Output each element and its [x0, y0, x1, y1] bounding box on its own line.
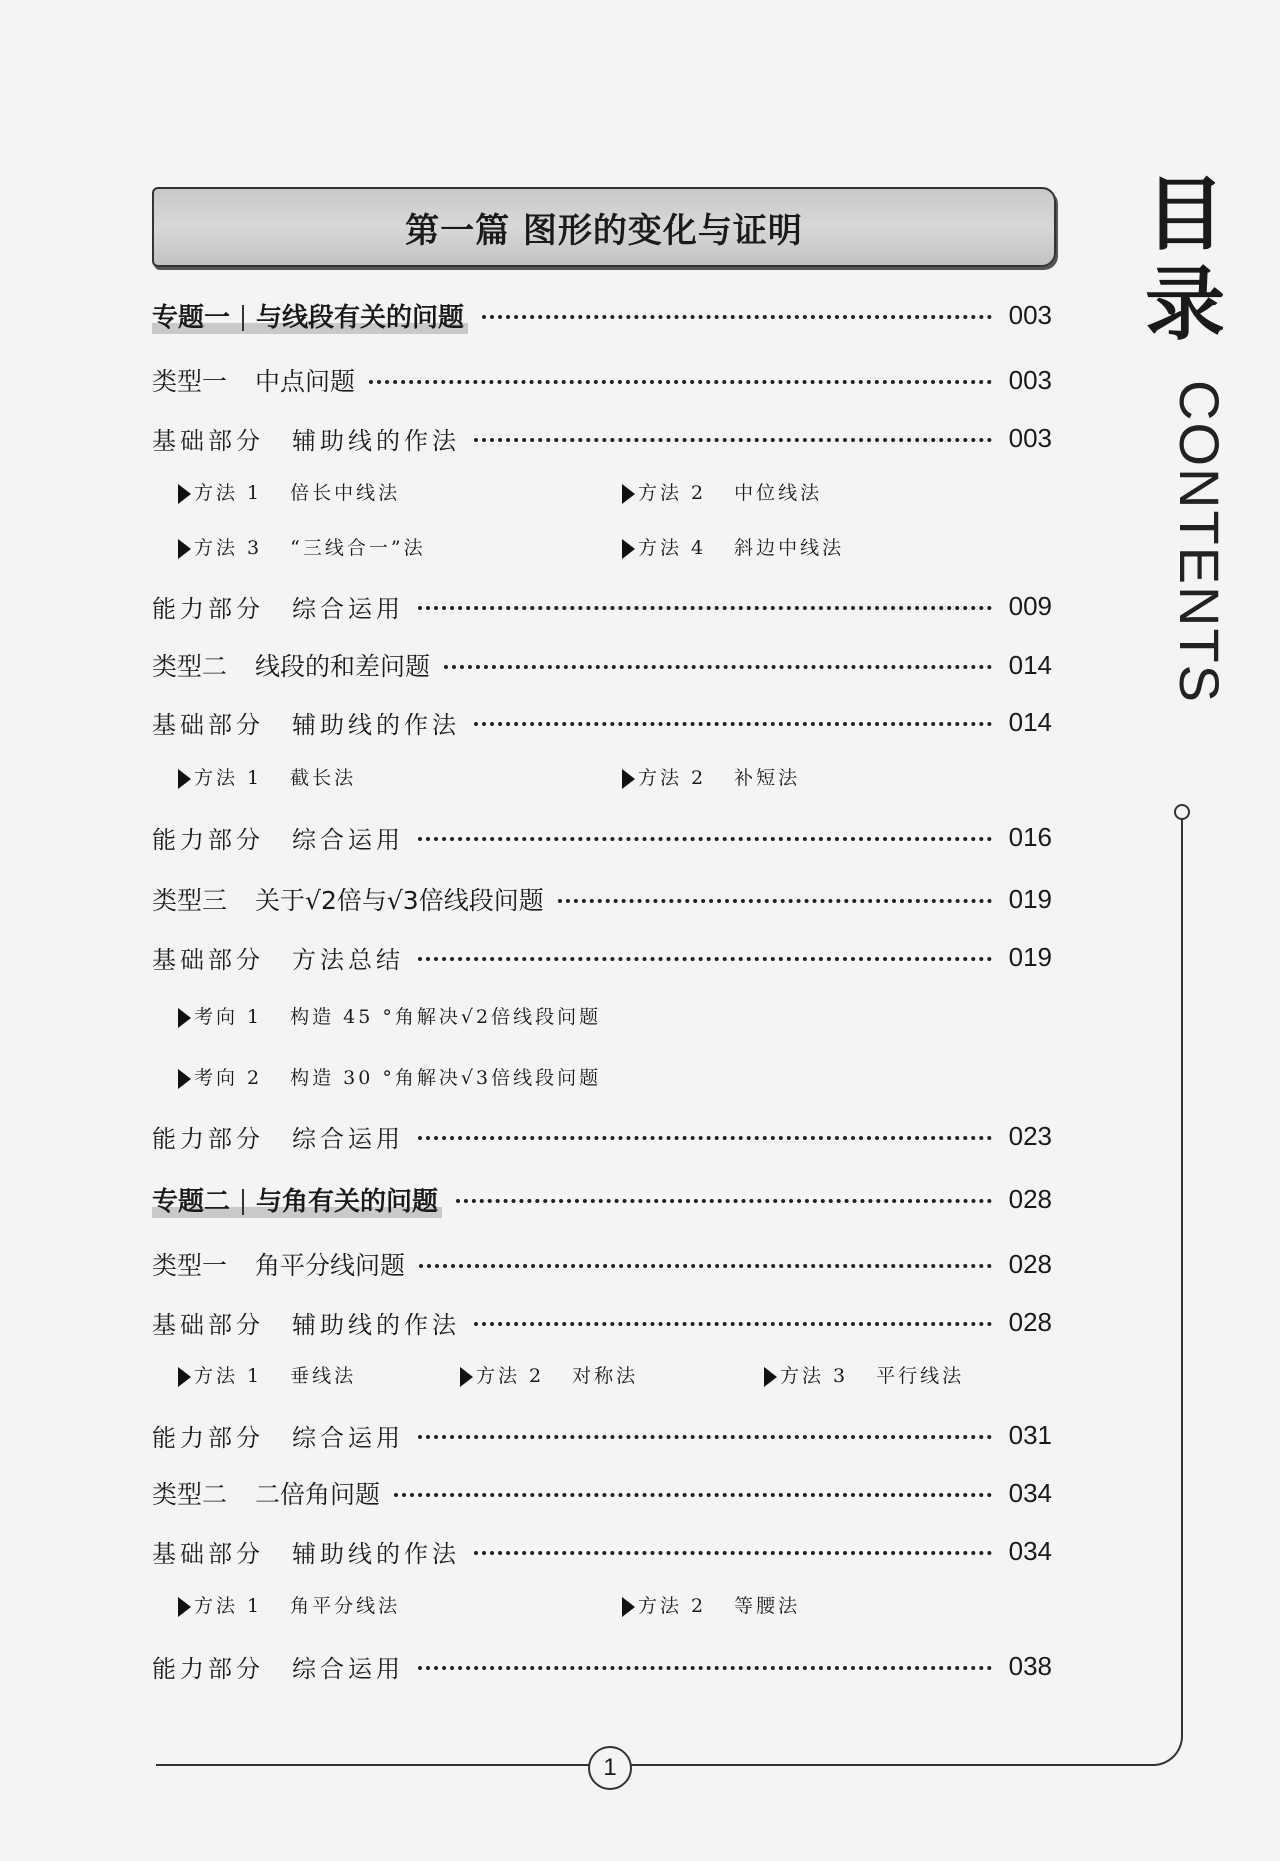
dot-leader — [474, 1551, 992, 1555]
entry-label: 专题一 — [152, 302, 231, 333]
method-label: 方法 3 — [780, 1365, 849, 1387]
method-title: 对称法 — [572, 1365, 639, 1387]
method-label: 方法 1 — [194, 1595, 263, 1617]
triangle-bullet-icon — [764, 1367, 777, 1387]
triangle-bullet-icon — [622, 539, 635, 559]
decorative-corner — [1150, 1718, 1183, 1766]
method-title: 构造 30 °角解决√3倍线段问题 — [290, 1067, 602, 1089]
entry-heading — [152, 1475, 380, 1511]
method-label: 方法 1 — [194, 1365, 263, 1387]
toc-entry-type — [152, 645, 1052, 685]
method-item — [178, 1002, 601, 1029]
triangle-bullet-icon — [622, 484, 635, 504]
triangle-bullet-icon — [178, 1069, 191, 1089]
toc-entry-type — [152, 879, 1052, 919]
method-row — [152, 533, 1052, 567]
entry-label: 能力部分 — [152, 1654, 264, 1683]
method-label: 方法 3 — [194, 537, 263, 559]
method-item — [622, 478, 822, 505]
dot-leader — [474, 1322, 992, 1326]
dot-leader — [474, 722, 992, 726]
side-title: 目录 — [1145, 168, 1225, 351]
toc-entry-part — [152, 586, 1052, 626]
entry-heading — [152, 1649, 404, 1684]
method-label: 方法 2 — [638, 1595, 707, 1617]
entry-label: 基础部分 — [152, 710, 264, 739]
method-row — [152, 478, 1052, 512]
entry-heading — [152, 1119, 404, 1154]
entry-heading — [152, 1181, 442, 1218]
entry-page: 028 — [1008, 1248, 1052, 1279]
entry-label: 类型二 — [152, 652, 228, 681]
entry-title: 方法总结 — [292, 945, 404, 974]
method-row — [152, 1361, 1052, 1395]
entry-heading — [152, 1534, 460, 1569]
method-item — [178, 533, 426, 560]
method-item — [178, 1361, 356, 1388]
entry-label: 类型二 — [152, 1480, 228, 1509]
entry-label: 类型一 — [152, 367, 228, 396]
entry-page: 031 — [1008, 1419, 1052, 1450]
entry-heading — [152, 940, 404, 975]
entry-title: 综合运用 — [292, 594, 404, 623]
footer-line — [156, 1764, 1152, 1766]
entry-heading — [152, 362, 355, 398]
method-label: 方法 2 — [638, 767, 707, 789]
entry-page: 038 — [1008, 1650, 1052, 1681]
method-row — [152, 1002, 1052, 1036]
method-item — [764, 1361, 964, 1388]
dot-leader — [418, 1666, 992, 1670]
method-item — [622, 1591, 800, 1618]
method-title: 截长法 — [290, 767, 357, 789]
method-label: 方法 2 — [638, 482, 707, 504]
entry-title: 二倍角问题 — [255, 1480, 381, 1509]
toc-entry-part — [152, 817, 1052, 857]
triangle-bullet-icon — [622, 769, 635, 789]
entry-label: 能力部分 — [152, 1124, 264, 1153]
triangle-bullet-icon — [178, 539, 191, 559]
entry-label: 类型一 — [152, 1251, 228, 1280]
decorative-vertical-line — [1181, 818, 1183, 1728]
toc-entry-part — [152, 418, 1052, 458]
dot-leader — [418, 606, 992, 610]
entry-heading — [152, 421, 460, 456]
method-title: “三线合一”法 — [290, 537, 426, 559]
toc-entry-topic — [152, 1179, 1052, 1219]
entry-label: 能力部分 — [152, 594, 264, 623]
entry-label: 专题二 — [152, 1186, 231, 1217]
triangle-bullet-icon — [622, 1597, 635, 1617]
toc-entry-part — [152, 1646, 1052, 1686]
entry-label: 基础部分 — [152, 1310, 264, 1339]
entry-title: 辅助线的作法 — [292, 710, 460, 739]
method-title: 等腰法 — [734, 1595, 801, 1617]
entry-page: 009 — [1008, 590, 1052, 621]
entry-title: 辅助线的作法 — [292, 1539, 460, 1568]
triangle-bullet-icon — [178, 1367, 191, 1387]
method-item — [178, 1063, 601, 1090]
entry-title: 辅助线的作法 — [292, 426, 460, 455]
dot-leader — [369, 380, 992, 384]
entry-page: 003 — [1008, 299, 1052, 330]
entry-label: 能力部分 — [152, 1423, 264, 1452]
toc-entry-part — [152, 1116, 1052, 1156]
toc-entry-part — [152, 1531, 1052, 1571]
entry-heading — [152, 881, 544, 917]
entry-heading — [152, 1305, 460, 1340]
entry-page: 019 — [1008, 941, 1052, 972]
entry-heading — [152, 1246, 405, 1282]
entry-title: 与线段有关的问题 — [256, 302, 465, 333]
entry-heading — [152, 297, 468, 334]
toc-entry-type — [152, 1244, 1052, 1284]
dot-leader — [418, 957, 992, 961]
entry-title: 线段的和差问题 — [255, 652, 431, 681]
method-title: 平行线法 — [876, 1365, 965, 1387]
triangle-bullet-icon — [178, 1597, 191, 1617]
dot-leader — [418, 1435, 992, 1439]
toc-entry-topic — [152, 295, 1052, 335]
method-title: 中位线法 — [734, 482, 823, 504]
entry-page: 034 — [1008, 1477, 1052, 1508]
dot-leader — [418, 1136, 992, 1140]
method-label: 考向 2 — [194, 1067, 263, 1089]
entry-heading — [152, 589, 404, 624]
dot-leader — [394, 1493, 992, 1497]
entry-page: 034 — [1008, 1535, 1052, 1566]
method-item — [178, 478, 400, 505]
toc-entry-type — [152, 360, 1052, 400]
method-title: 角平分线法 — [290, 1595, 401, 1617]
method-label: 方法 2 — [476, 1365, 545, 1387]
dot-leader — [482, 315, 992, 319]
toc-entry-part — [152, 1302, 1052, 1342]
method-label: 方法 1 — [194, 767, 263, 789]
method-title: 斜边中线法 — [734, 537, 845, 559]
method-label: 方法 1 — [194, 482, 263, 504]
divider — [242, 305, 244, 331]
entry-title: 角平分线问题 — [255, 1251, 406, 1280]
triangle-bullet-icon — [460, 1367, 473, 1387]
method-row — [152, 1063, 1052, 1097]
entry-title: 综合运用 — [292, 1654, 404, 1683]
entry-title: 关于√2倍与√3倍线段问题 — [255, 886, 544, 915]
entry-title: 中点问题 — [255, 367, 356, 396]
dot-leader — [474, 438, 992, 442]
entry-heading — [152, 1418, 404, 1453]
entry-page: 028 — [1008, 1183, 1052, 1214]
entry-heading — [152, 705, 460, 740]
entry-label: 能力部分 — [152, 825, 264, 854]
method-title: 垂线法 — [290, 1365, 357, 1387]
toc-entry-part — [152, 702, 1052, 742]
divider — [242, 1189, 244, 1215]
entry-label: 基础部分 — [152, 426, 264, 455]
entry-page: 028 — [1008, 1306, 1052, 1337]
entry-title: 综合运用 — [292, 1423, 404, 1452]
method-item — [460, 1361, 638, 1388]
method-item — [178, 763, 356, 790]
dot-leader — [444, 665, 992, 669]
method-title: 补短法 — [734, 767, 801, 789]
entry-page: 014 — [1008, 706, 1052, 737]
entry-heading — [152, 820, 404, 855]
part-banner — [152, 187, 1056, 267]
method-item — [178, 1591, 400, 1618]
entry-label: 类型三 — [152, 886, 228, 915]
entry-page: 016 — [1008, 821, 1052, 852]
entry-page: 023 — [1008, 1120, 1052, 1151]
dot-leader — [558, 899, 992, 903]
method-title: 倍长中线法 — [290, 482, 401, 504]
method-item — [622, 763, 800, 790]
part-title: 第一篇 图形的变化与证明 — [405, 210, 803, 251]
triangle-bullet-icon — [178, 1008, 191, 1028]
toc-entry-part — [152, 937, 1052, 977]
dot-leader — [419, 1264, 992, 1268]
entry-label: 基础部分 — [152, 945, 264, 974]
method-item — [622, 533, 844, 560]
method-label: 考向 1 — [194, 1006, 263, 1028]
method-label: 方法 4 — [638, 537, 707, 559]
side-subtitle: CONTENTS — [1168, 380, 1231, 704]
method-title: 构造 45 °角解决√2倍线段问题 — [290, 1006, 602, 1028]
entry-page: 003 — [1008, 422, 1052, 453]
entry-heading — [152, 647, 430, 683]
entry-title: 综合运用 — [292, 1124, 404, 1153]
dot-leader — [456, 1199, 992, 1203]
entry-page: 014 — [1008, 649, 1052, 680]
entry-title: 综合运用 — [292, 825, 404, 854]
entry-title: 辅助线的作法 — [292, 1310, 460, 1339]
method-row — [152, 763, 1052, 797]
toc-entry-part — [152, 1415, 1052, 1455]
entry-title: 与角有关的问题 — [256, 1186, 439, 1217]
entry-page: 003 — [1008, 364, 1052, 395]
method-row — [152, 1591, 1052, 1625]
triangle-bullet-icon — [178, 484, 191, 504]
page-number: 1 — [588, 1746, 632, 1790]
triangle-bullet-icon — [178, 769, 191, 789]
entry-label: 基础部分 — [152, 1539, 264, 1568]
dot-leader — [418, 837, 992, 841]
entry-page: 019 — [1008, 883, 1052, 914]
toc-entry-type — [152, 1473, 1052, 1513]
